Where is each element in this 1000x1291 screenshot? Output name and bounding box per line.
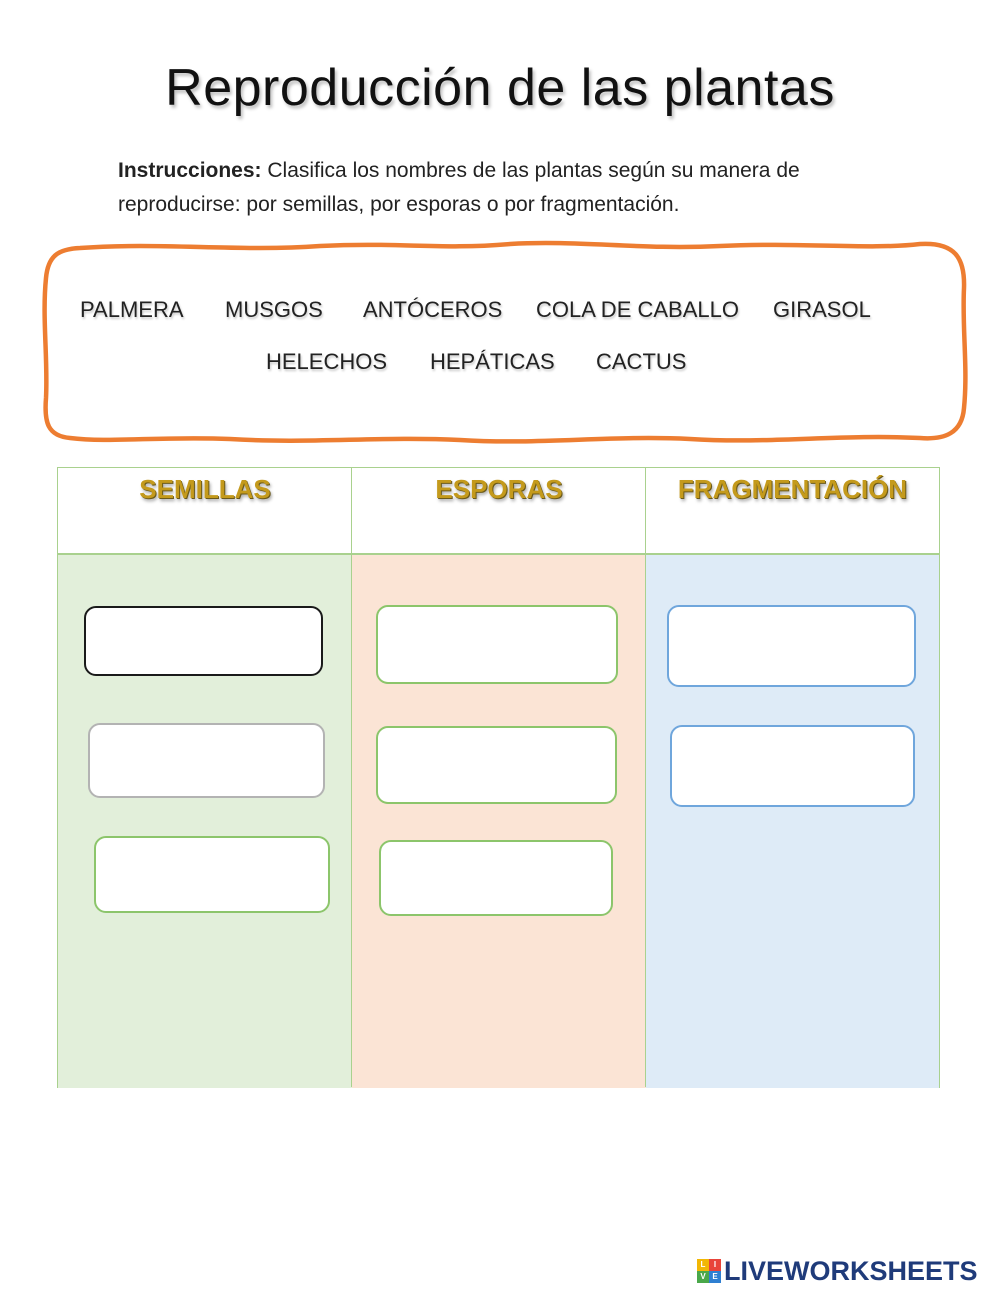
drop-slot-semillas-3[interactable] — [94, 836, 330, 913]
word-chip-palmera[interactable]: PALMERA — [80, 297, 184, 322]
column-header-esporas: ESPORAS — [352, 468, 646, 554]
drop-slot-esporas-3[interactable] — [379, 840, 613, 916]
word-chip-hepaticas[interactable]: HEPÁTICAS — [430, 349, 555, 374]
instructions-label: Instrucciones: — [118, 159, 262, 182]
column-body-fragmentacion — [646, 554, 939, 1088]
column-body-semillas — [58, 554, 352, 1088]
word-bank — [40, 238, 970, 448]
liveworksheets-logo — [697, 1255, 978, 1287]
drop-slot-semillas-2[interactable] — [88, 723, 325, 798]
drop-slot-esporas-2[interactable] — [376, 726, 617, 804]
word-chip-cola-de-caballo[interactable]: COLA DE CABALLO — [536, 297, 739, 322]
header-divider — [58, 553, 939, 555]
column-header-fragmentacion: FRAGMENTACIÓN — [646, 468, 939, 554]
word-bank-border — [40, 238, 970, 448]
column-body-esporas — [352, 554, 646, 1088]
liveworksheets-logo-icon: L I V E — [697, 1259, 721, 1283]
instructions-text: Clasifica los nombres de las plantas según su manera de reproducirse: por semillas, por esporas o por fragmentación. — [118, 159, 800, 216]
word-chip-cactus[interactable]: CACTUS — [596, 349, 687, 374]
drop-slot-fragmentacion-1[interactable] — [667, 605, 916, 687]
instructions — [118, 154, 898, 222]
drop-slot-fragmentacion-2[interactable] — [670, 725, 915, 807]
word-chip-antoceros[interactable]: ANTÓCEROS — [363, 297, 503, 322]
liveworksheets-logo-text: LIVEWORKSHEETS — [724, 1255, 978, 1286]
column-divider — [645, 468, 646, 1087]
column-divider — [351, 468, 352, 1087]
classification-table — [57, 467, 940, 1088]
word-chip-helechos[interactable]: HELECHOS — [266, 349, 388, 374]
drop-slot-semillas-1[interactable] — [84, 606, 323, 676]
page-title: Reproducción de las plantas — [165, 59, 835, 117]
word-chip-girasol[interactable]: GIRASOL — [773, 297, 871, 322]
column-header-semillas: SEMILLAS — [58, 468, 352, 554]
word-chip-musgos[interactable]: MUSGOS — [225, 297, 323, 322]
drop-slot-esporas-1[interactable] — [376, 605, 618, 684]
